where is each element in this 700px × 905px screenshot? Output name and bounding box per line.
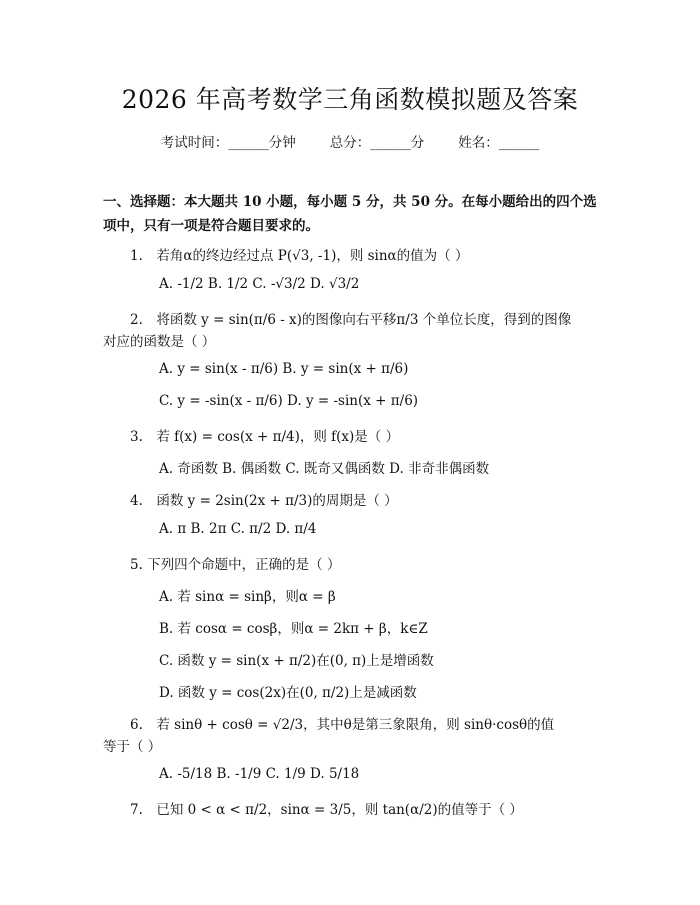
- question-2-options-cd: C. y = -sin(x - π/6) D. y = -sin(x + π/6): [159, 393, 419, 409]
- question-5-option-d: D. 函数 y = cos(2x)在(0, π/2)上是减函数: [159, 685, 417, 701]
- page-title: 2026 年高考数学三角函数模拟题及答案: [121, 85, 579, 114]
- exam-meta: [0, 131, 700, 151]
- section-heading: 一、选择题：本大题共 10 小题，每小题 5 分，共 50 分。在每小题给出的四个选项中，只有一项是符合题目要求的。: [103, 194, 597, 234]
- question-1-stem: 1. 若角α的终边经过点 P(√3, -1)，则 sinα的值为（ ）: [130, 248, 469, 264]
- question-6-stem: 6. 若 sinθ + cosθ = √2/3，其中θ是第三象限角，则 sinθ·cosθ的值: [130, 717, 555, 733]
- question-3-stem: 3. 若 f(x) = cos(x + π/4)，则 f(x)是（ ）: [130, 429, 400, 445]
- question-6-options: A. -5/18 B. -1/9 C. 1/9 D. 5/18: [159, 766, 360, 782]
- question-2-options-ab: A. y = sin(x - π/6) B. y = sin(x + π/6): [159, 361, 409, 377]
- question-2-stem: 2. 将函数 y = sin(π/6 - x)的图像向右平移π/3 个单位长度，得到的图像: [130, 312, 572, 328]
- total-score: 总分：______分: [329, 135, 425, 151]
- question-5-stem: 5. 下列四个命题中，正确的是（ ）: [130, 557, 341, 573]
- question-5-option-a: A. 若 sinα = sinβ，则α = β: [159, 589, 336, 605]
- question-2-stem-continued: 对应的函数是（ ）: [103, 334, 216, 350]
- question-7-stem: 7. 已知 0 < α < π/2，sinα = 3/5，则 tan(α/2)的值等于（ ）: [130, 802, 523, 818]
- question-5-option-b: B. 若 cosα = cosβ，则α = 2kπ + β，k∈Z: [159, 621, 428, 637]
- question-4-stem: 4. 函数 y = 2sin(2x + π/3)的周期是（ ）: [130, 493, 398, 509]
- question-4-options: A. π B. 2π C. π/2 D. π/4: [159, 521, 317, 537]
- exam-time: 考试时间：______分钟: [160, 135, 296, 151]
- question-3-options: A. 奇函数 B. 偶函数 C. 既奇又偶函数 D. 非奇非偶函数: [159, 461, 490, 477]
- question-6-stem-continued: 等于（ ）: [103, 739, 162, 755]
- question-5-option-c: C. 函数 y = sin(x + π/2)在(0, π)上是增函数: [159, 653, 434, 669]
- student-name: 姓名：______: [458, 135, 540, 151]
- question-1-options: A. -1/2 B. 1/2 C. -√3/2 D. √3/2: [159, 276, 360, 292]
